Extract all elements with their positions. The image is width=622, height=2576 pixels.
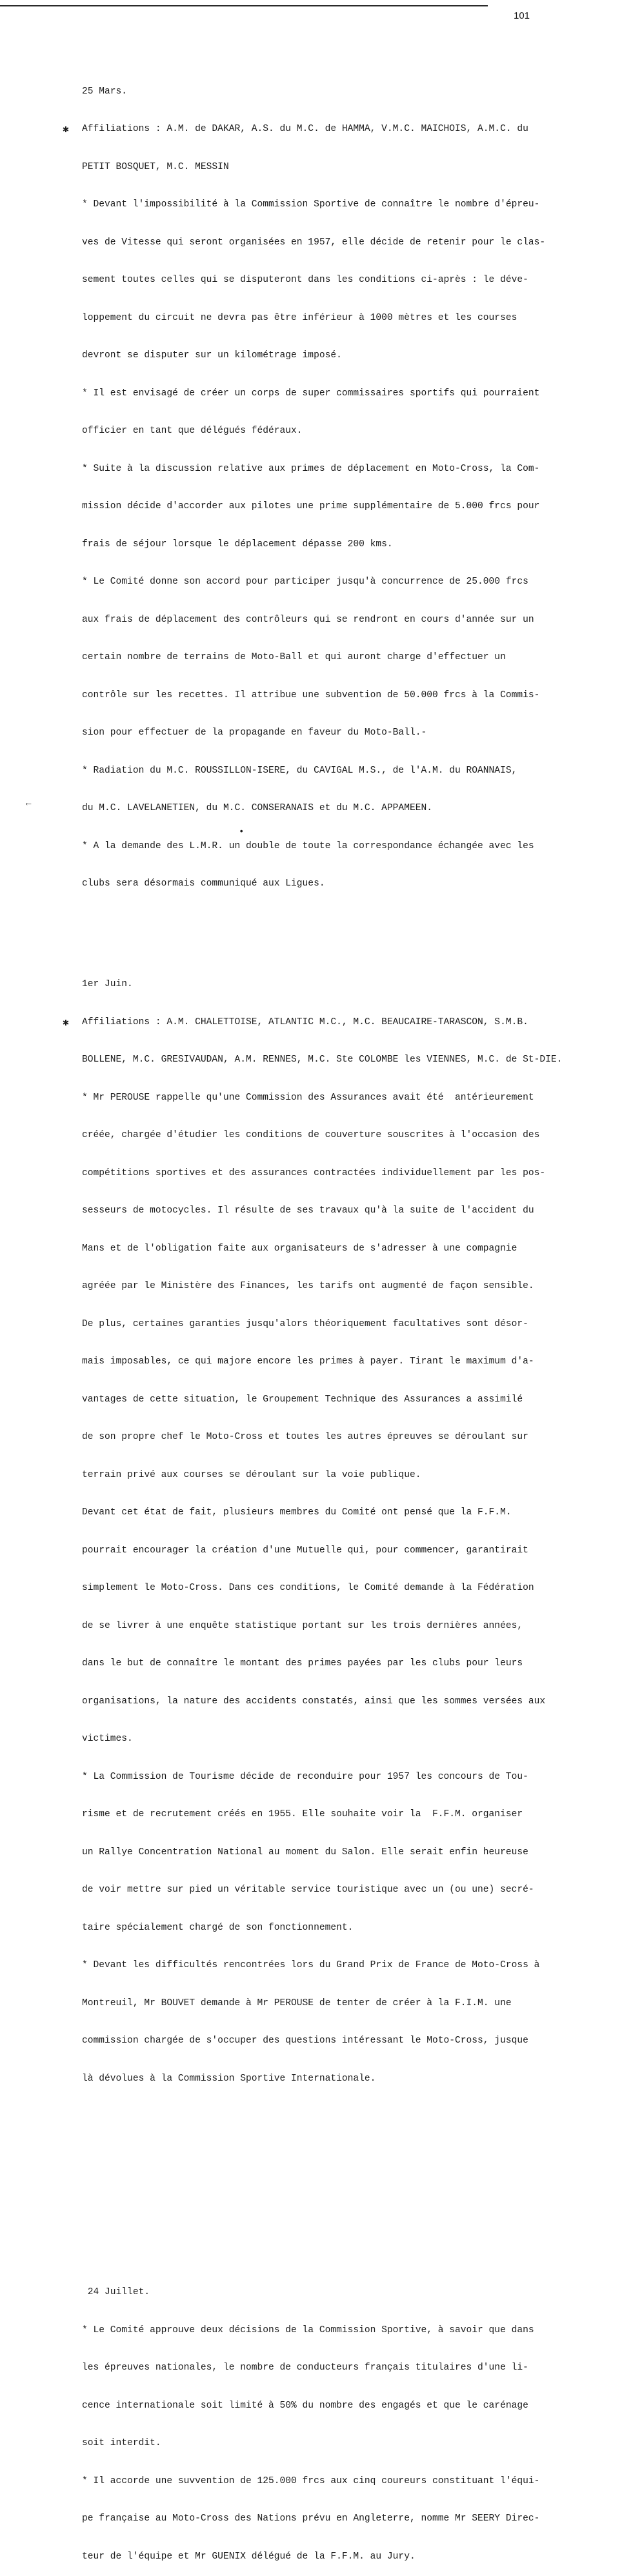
section-3-line: soit interdit. (82, 2438, 161, 2448)
section-1-line: mission décide d'accorder aux pilotes une prime supplémentaire de 5.000 frcs pour (82, 501, 540, 511)
document-body (63, 48, 592, 2576)
section-3-line: cence internationale soit limité à 50% du nombre des engagés et que le carénage (82, 2400, 528, 2411)
section-2-line: risme et de recrutement créés en 1955. Elle souhaite voir la F.F.M. organiser (82, 1809, 523, 1819)
section-2-line: * Devant les difficultés rencontrées lors du Grand Prix de France de Moto-Cross à (82, 1960, 540, 1970)
section-2-line: Devant cet état de fait, plusieurs membres du Comité ont pensé que la F.F.M. (82, 1507, 512, 1518)
section-1-line: * Radiation du M.C. ROUSSILLON-ISERE, du CAVIGAL M.S., de l'A.M. du ROANNAIS, (82, 765, 517, 776)
section-2-line: BOLLENE, M.C. GRESIVAUDAN, A.M. RENNES, M.C. Ste COLOMBE les VIENNES, M.C. de St-DIE. (82, 1055, 563, 1065)
section-2-line: De plus, certaines garanties jusqu'alors théoriquement facultatives sont désor- (82, 1318, 528, 1329)
section-3-line: * Il accorde une suvvention de 125.000 frcs aux cinq coureurs constituant l'équi- (82, 2475, 540, 2486)
section-2-line: commission chargée de s'occuper des questions intéressant le Moto-Cross, jusque (82, 2036, 528, 2046)
section-2-line: vantages de cette situation, le Groupement Technique des Assurances a assimilé (82, 1394, 523, 1405)
section-1-line: certain nombre de terrains de Moto-Ball et qui auront charge d'effectuer un (82, 652, 506, 662)
section-2-line: un Rallye Concentration National au moment du Salon. Elle serait enfin heureuse (82, 1847, 528, 1858)
section-1-line: * Suite à la discussion relative aux primes de déplacement en Moto-Cross, la Com- (82, 463, 540, 474)
section-3-line: * Le Comité approuve deux décisions de la Commission Sportive, à savoir que dans (82, 2324, 534, 2335)
section-1-line: devront se disputer sur un kilométrage imposé. (82, 350, 342, 361)
section-1-line: aux frais de déplacement des contrôleurs qui se rendront en cours d'année sur un (82, 614, 534, 625)
section-3-line: pe française au Moto-Cross des Nations prévu en Angleterre, nomme Mr SEERY Direc- (82, 2513, 540, 2524)
section-2-line: 1er Juin. (82, 979, 133, 989)
section-1-line: officier en tant que délégués fédéraux. (82, 426, 303, 436)
section-2-line: pourrait encourager la création d'une Mutuelle qui, pour commencer, garantirait (82, 1545, 528, 1556)
section-2-line: de son propre chef le Moto-Cross et toutes les autres épreuves se déroulant sur (82, 1432, 528, 1442)
top-rule (0, 5, 488, 6)
section-1-line: ves de Vitesse qui seront organisées en 1957, elle décide de retenir pour le clas- (82, 237, 546, 248)
section-2-line: là dévolues à la Commission Sportive Internationale. (82, 2073, 376, 2084)
section-gap (82, 2224, 592, 2237)
bottom-dot-icon: • (239, 827, 245, 837)
section-2-line: de se livrer à une enquête statistique portant sur les trois dernières années, (82, 1620, 523, 1631)
affiliations-text: Affiliations : A.M. de DAKAR, A.S. du M.C. de HAMMA, V.M.C. MAICHOIS, A.M.C. du (82, 124, 528, 134)
section-2-line: * La Commission de Tourisme décide de reconduire pour 1957 les concours de Tou- (82, 1771, 528, 1782)
section-2-line: victimes. (82, 1734, 133, 1744)
section-1-line: 25 Mars. (82, 86, 128, 97)
section-2-line (82, 2110, 592, 2123)
section-2-line (82, 2148, 592, 2161)
star-mark-icon: ✱ (63, 1016, 69, 1029)
section-2-line: sesseurs de motocycles. Il résulte de ses travaux qu'à la suite de l'accident du (82, 1205, 534, 1216)
section-2-line (63, 1016, 592, 1029)
section-2-line: Mans et de l'obligation faite aux organisateurs de s'adresser à une compagnie (82, 1243, 517, 1254)
affiliations-text: Affiliations : A.M. CHALETTOISE, ATLANTIC M.C., M.C. BEAUCAIRE-TARASCON, S.M.B. (82, 1016, 528, 1027)
section-2-line: compétitions sportives et des assurances contractées individuellement par les pos- (82, 1167, 546, 1178)
section-3-line: 24 Juillet. (82, 2287, 150, 2297)
section-2-line: * Mr PEROUSE rappelle qu'une Commission des Assurances avait été antérieurement (82, 1092, 534, 1103)
section-1-line: * Devant l'impossibilité à la Commission Sportive de connaître le nombre d'épreu- (82, 199, 540, 210)
section-1-line: PETIT BOSQUET, M.C. MESSIN (82, 161, 229, 172)
section-2-line: Montreuil, Mr BOUVET demande à Mr PEROUSE de tenter de créer à la F.I.M. une (82, 1997, 512, 2008)
section-1-line: * A la demande des L.M.R. un double de toute la correspondance échangée avec les (82, 840, 534, 851)
section-1-line: * Il est envisagé de créer un corps de super commissaires sportifs qui pourraient (82, 388, 540, 399)
section-2-line: de voir mettre sur pied un véritable service touristique avec un (ou une) secré- (82, 1885, 534, 1895)
section-2-line: simplement le Moto-Cross. Dans ces conditions, le Comité demande à la Fédération (82, 1583, 534, 1593)
margin-arrow-icon: ← (26, 798, 32, 809)
section-2-line: taire spécialement chargé de son fonctionnement. (82, 1922, 354, 1933)
page-number: 101 (514, 10, 530, 21)
section-1-line: sement toutes celles qui se disputeront dans les conditions ci-après : le déve- (82, 275, 528, 285)
section-2-line: créée, chargée d'étudier les conditions de couverture souscrites à l'occasion des (82, 1130, 540, 1140)
section-3-line: les épreuves nationales, le nombre de conducteurs français titulaires d'une li- (82, 2363, 528, 2373)
section-2-line (82, 2186, 592, 2199)
section-1-line: loppement du circuit ne devra pas être inférieur à 1000 mètres et les courses (82, 312, 517, 323)
section-2-line: mais imposables, ce qui majore encore les primes à payer. Tirant le maximum d'a- (82, 1356, 534, 1367)
section-2-line: organisations, la nature des accidents constatés, ainsi que les sommes versées aux (82, 1696, 546, 1707)
section-1-line (63, 123, 592, 136)
section-gap (82, 916, 592, 929)
section-3-line: teur de l'équipe et Mr GUENIX délégué de la F.F.M. au Jury. (82, 2551, 416, 2562)
section-1-line: frais de séjour lorsque le déplacement dépasse 200 kms. (82, 539, 393, 550)
section-2-line: agréée par le Ministère des Finances, les tarifs ont augmenté de façon sensible. (82, 1281, 534, 1291)
star-mark-icon: ✱ (63, 124, 69, 135)
section-2-line: terrain privé aux courses se déroulant sur la voie publique. (82, 1469, 421, 1480)
section-1-line: sion pour effectuer de la propagande en faveur du Moto-Ball.- (82, 728, 427, 738)
section-1-line: clubs sera désormais communiqué aux Ligues. (82, 878, 325, 889)
section-1-line: contrôle sur les recettes. Il attribue une subvention de 50.000 frcs à la Commis- (82, 689, 540, 700)
section-1-line: du M.C. LAVELANETIEN, du M.C. CONSERANAIS et du M.C. APPAMEEN. (82, 803, 432, 813)
section-2-line: dans le but de connaître le montant des primes payées par les clubs pour leurs (82, 1658, 523, 1669)
section-1-line: * Le Comité donne son accord pour participer jusqu'à concurrence de 25.000 frcs (82, 577, 528, 587)
